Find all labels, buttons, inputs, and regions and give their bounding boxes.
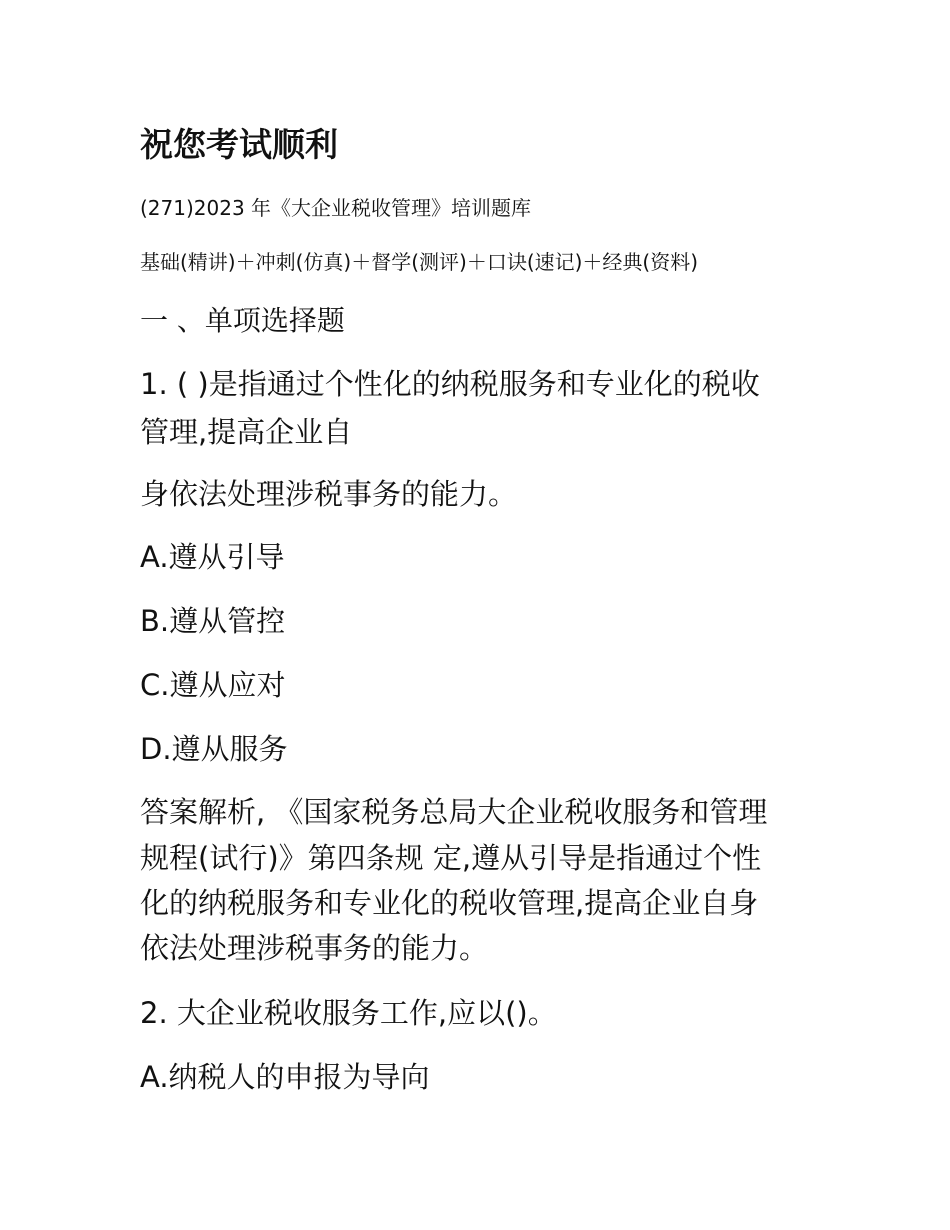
- question-bank-title: (271)2023 年《大企业税收管理》培训题库: [140, 196, 532, 220]
- question-2-option-a: A.纳税人的申报为导向: [140, 1060, 430, 1094]
- analysis-line: 依法处理涉税事务的能力。: [140, 931, 489, 965]
- greeting-heading: 祝您考试顺利: [140, 125, 338, 164]
- question-1-option-b: B.遵从管控: [140, 604, 286, 638]
- analysis-line: 规程(试行)》第四条规 定,遵从引导是指通过个性: [140, 841, 762, 875]
- question-1-stem-line-1: 1. ( )是指通过个性化的纳税服务和专业化的税收: [140, 367, 760, 401]
- course-series-line: 基础(精讲)＋冲刺(仿真)＋督学(测评)＋口诀(速记)＋经典(资料): [140, 250, 699, 274]
- section-heading: 一 、单项选择题: [140, 304, 345, 337]
- question-1-option-a: A.遵从引导: [140, 540, 285, 574]
- analysis-line: 答案解析, 《国家税务总局大企业税收服务和管理: [140, 795, 768, 829]
- question-1-option-d: D.遵从服务: [140, 732, 288, 766]
- question-2-stem: 2. 大企业税收服务工作,应以()。: [140, 996, 557, 1030]
- analysis-line: 化的纳税服务和专业化的税收管理,提高企业自身: [140, 886, 759, 920]
- question-1-stem-line-3: 身依法处理涉税事务的能力。: [140, 477, 518, 511]
- question-1-stem-line-2: 管理,提高企业自: [140, 415, 353, 449]
- question-1-option-c: C.遵从应对: [140, 668, 286, 702]
